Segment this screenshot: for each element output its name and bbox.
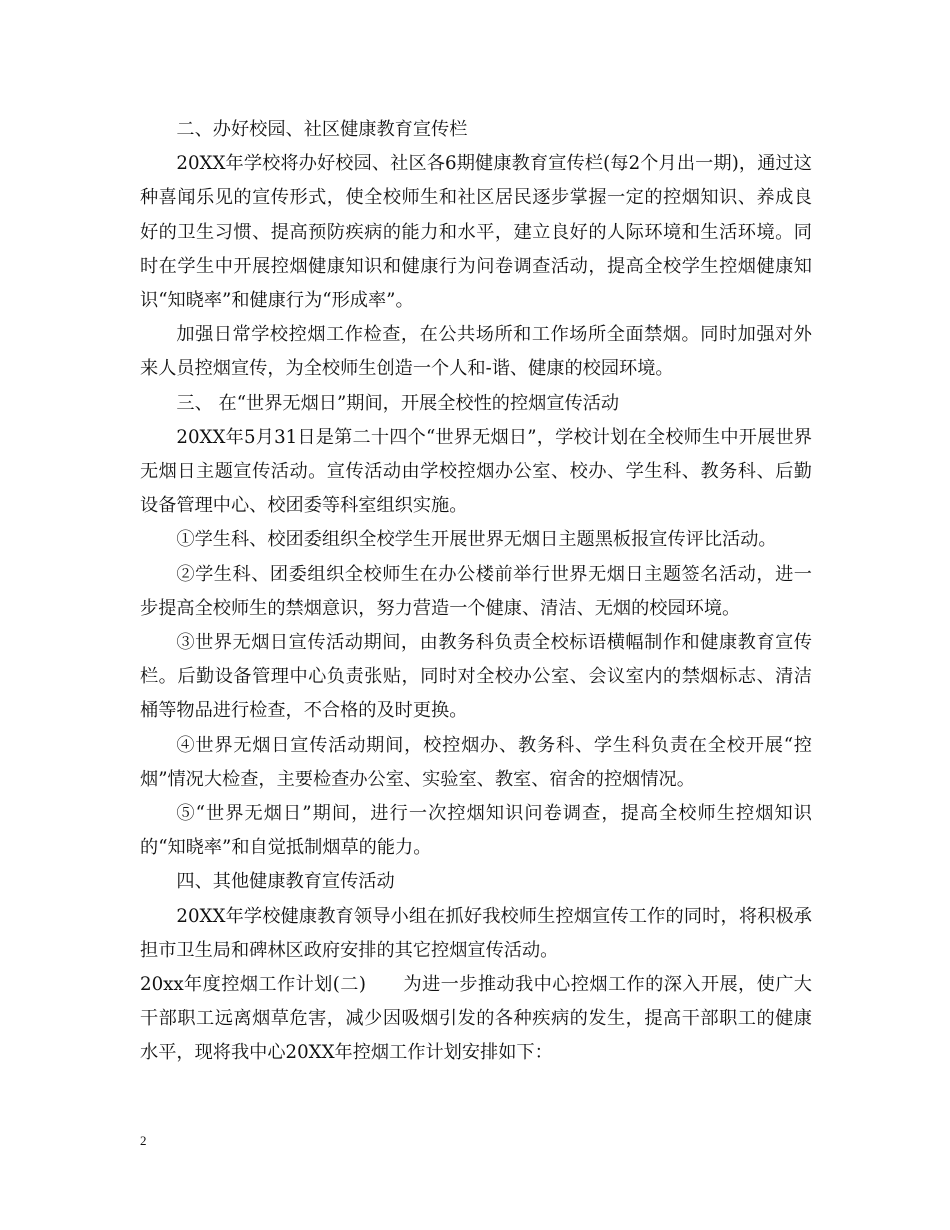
paragraph-inspection: 加强日常学校控烟工作检查，在公共场所和工作场所全面禁烟。同时加强对外来人员控烟宣传，为全校师生创造一个人和-谐、健康的校园环境。	[140, 324, 812, 380]
paragraph-other-activities: 20XX年学校健康教育领导小组在抓好我校师生控烟宣传工作的同时，将积极承担市卫生局和碑林区政府安排的其它控烟宣传活动。	[140, 905, 812, 961]
paragraph-bulletin-plan: 20XX年学校将办好校园、社区各6期健康教育宣传栏(每2个月出一期)，通过这种喜闻乐见的宣传形式，使全校师生和社区居民逐步掌握一定的控烟知识、养成良好的卫生习惯、提高预防疾病的能力和水平，建立良好的人际环境和生活环境。同时在学生中开展控烟健康知识和健康行为问卷调查活动，提高全校学生控烟健康知识“知晓率”和健康行为“形成率”。	[140, 153, 812, 312]
list-item-1: ①学生科、校团委组织全校学生开展世界无烟日主题黑板报宣传评比活动。	[176, 529, 777, 551]
list-item-4: ④世界无烟日宣传活动期间，校控烟办、教务科、学生科负责在全校开展“控烟”情况大检查，主要检查办公室、实验室、教室、宿舍的控烟情况。	[140, 734, 812, 790]
list-item-2: ②学生科、团委组织全校师生在办公楼前举行世界无烟日主题签名活动，进一步提高全校师生的禁烟意识，努力营造一个健康、清洁、无烟的校园环境。	[140, 563, 812, 619]
heading-section-four: 四、其他健康教育宣传活动	[176, 871, 395, 893]
document-body	[140, 113, 812, 1071]
page-number: 2	[140, 1133, 147, 1148]
list-item-5: ⑤“世界无烟日”期间，进行一次控烟知识问卷调查，提高全校师生控烟知识的“知晓率”和自觉抵制烟草的能力。	[140, 803, 812, 859]
heading-section-two: 二、办好校园、社区健康教育宣传栏	[176, 119, 468, 140]
paragraph-plan-two-intro: 20xx年度控烟工作计划(二) 为进一步推动我中心控烟工作的深入开展，使广大干部职工远离烟草危害，减少因吸烟引发的各种疾病的发生，提高干部职工的健康水平，现将我中心20XX年控烟工作计划安排如下：	[140, 974, 812, 1064]
list-item-3: ③世界无烟日宣传活动期间，由教务科负责全校标语横幅制作和健康教育宣传栏。后勤设备管理中心负责张贴，同时对全校办公室、会议室内的禁烟标志、清洁桶等物品进行检查，不合格的及时更换。	[140, 632, 812, 722]
paragraph-world-no-tobacco-day: 20XX年5月31日是第二十四个“世界无烟日”，学校计划在全校师生中开展世界无烟日主题宣传活动。宣传活动由学校控烟办公室、校办、学生科、教务科、后勤设备管理中心、校团委等科室组织实施。	[140, 426, 812, 517]
heading-section-three: 三、 在“世界无烟日”期间，开展全校性的控烟宣传活动	[176, 392, 620, 414]
